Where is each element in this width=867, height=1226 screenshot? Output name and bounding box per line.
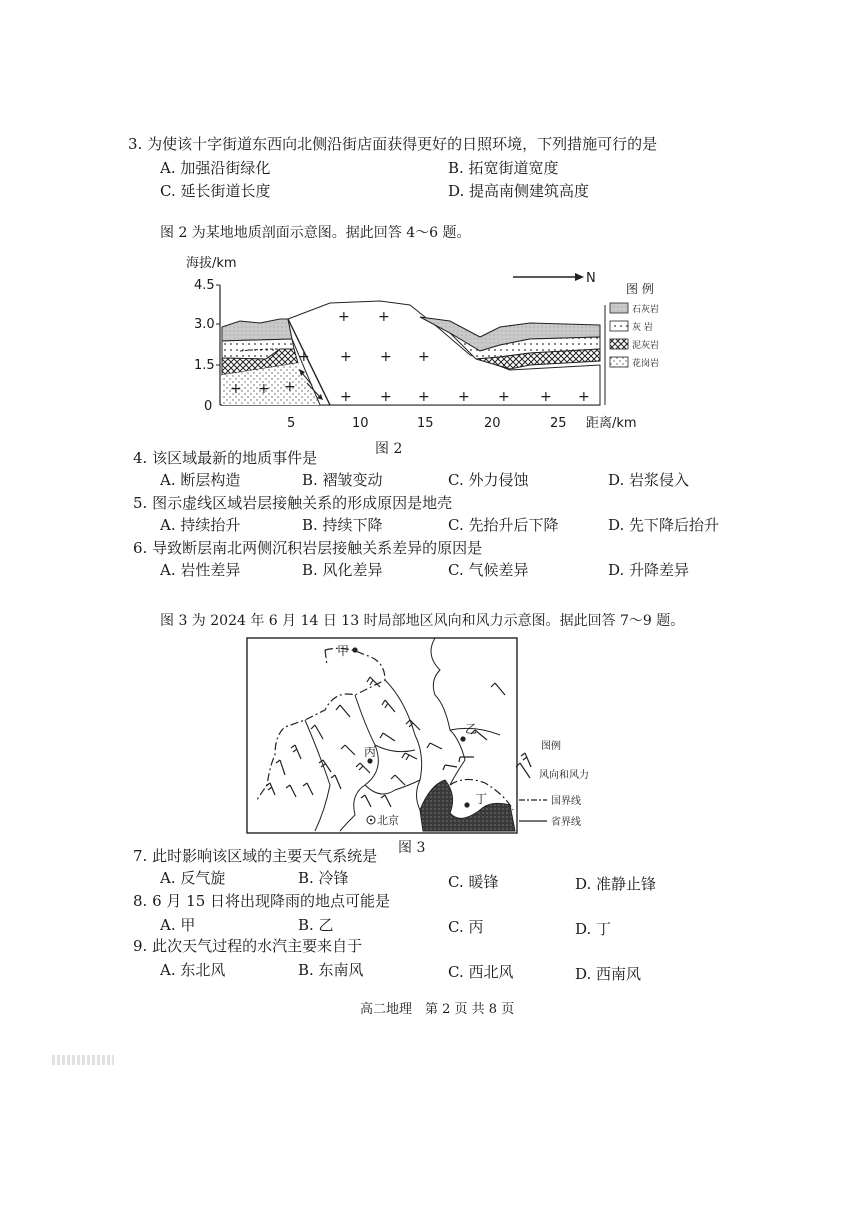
svg-text:+: + [378,309,390,325]
place-beijing: 北京 [377,814,399,827]
q4-option-b: B. 褶皱变动 [302,471,383,489]
place-jia-dot [352,647,357,652]
north-label: N [586,271,596,286]
page-footer: 高二地理 第 2 页 共 8 页 [360,1002,515,1017]
q4-option-d: D. 岩浆侵入 [608,471,690,489]
svg-text:+: + [230,381,242,397]
place-bing-dot [367,758,372,763]
q9-stem: 9. 此次天气过程的水汽主要来自于 [133,937,363,955]
q3-option-a: A. 加强沿街绿化 [160,159,271,177]
legend-province-border: 省界线 [551,817,581,828]
svg-text:+: + [498,389,510,405]
q5-option-d: D. 先下降后抬升 [608,516,720,534]
limestone-left [222,319,292,341]
x-tick-20: 20 [484,416,501,431]
q9-option-a: A. 东北风 [160,961,226,979]
q9-option-c: C. 西北风 [448,963,514,981]
svg-text:+: + [284,379,296,395]
q5-option-a: A. 持续抬升 [160,516,241,534]
x-axis-label: 距离/km [586,416,637,431]
figure3-caption: 图 3 [398,840,426,856]
svg-text:+: + [298,349,310,365]
legend-granite: 花岗岩 [632,359,660,369]
q6-stem: 6. 导致断层南北两侧沉积岩层接触关系差异的原因是 [133,539,483,557]
q6-option-d: D. 升降差异 [608,561,690,579]
place-yi-dot [460,736,465,741]
q8-option-d: D. 丁 [575,920,612,938]
q3-option-c: C. 延长街道长度 [160,182,271,200]
svg-text:+: + [418,389,430,405]
q8-option-a: A. 甲 [160,916,196,934]
place-bing: 丙 [364,745,377,759]
legend-title: 图 例 [626,282,654,296]
q8-option-c: C. 丙 [448,918,484,936]
svg-text:+: + [418,349,430,365]
svg-text:+: + [380,389,392,405]
x-tick-25: 25 [550,416,567,431]
place-yi: 乙 [465,722,478,736]
q4-option-a: A. 断层构造 [160,471,241,489]
q8-stem: 8. 6 月 15 日将出现降雨的地点可能是 [133,892,391,910]
legend-swatch-grey [610,321,628,331]
figure2-intro: 图 2 为某地地质剖面示意图。据此回答 4～6 题。 [160,225,471,241]
q7-option-c: C. 暖锋 [448,873,499,891]
figure3-intro: 图 3 为 2024 年 6 月 14 日 13 时局部地区风向和风力示意图。据此回答 7～9 题。 [160,613,685,629]
q3-option-b: B. 拓宽街道宽度 [448,159,559,177]
q9-option-d: D. 西南风 [575,965,642,983]
svg-text:+: + [338,309,350,325]
q5-stem: 5. 图示虚线区域岩层接触关系的形成原因是地壳 [133,494,453,512]
legend-swatch-limestone [610,303,628,313]
legend-grey-rock: 灰 岩 [632,323,653,333]
svg-text:+: + [578,389,590,405]
figure3-wind-map [245,635,615,845]
x-tick-10: 10 [352,416,369,431]
legend-wind: 风向和风力 [539,770,589,781]
y-axis-label: 海拔/km [186,256,237,271]
svg-text:+: + [340,389,352,405]
figure2-cross-section [180,245,660,460]
legend-limestone: 石灰岩 [632,305,660,315]
scan-smudge [52,1055,114,1065]
place-ding: 丁 [475,792,488,806]
x-tick-5: 5 [287,416,296,431]
q4-option-c: C. 外力侵蚀 [448,471,529,489]
legend-national-border: 国界线 [551,796,581,807]
q7-stem: 7. 此时影响该区域的主要天气系统是 [133,847,378,865]
legend-marl: 泥灰岩 [632,341,660,351]
place-jia: 甲 [337,644,350,658]
y-tick-1.5: 1.5 [194,358,215,373]
q7-option-d: D. 准静止锋 [575,875,657,893]
legend-swatch-marl [610,339,628,349]
q3-stem: 3. 为使该十字街道东西向北侧沿街店面获得更好的日照环境，下列措施可行的是 [128,135,658,153]
fig3-legend-title: 图例 [541,741,561,752]
svg-text:+: + [340,349,352,365]
figure2-caption: 图 2 [375,441,403,457]
q6-option-b: B. 风化差异 [302,561,383,579]
place-ding-dot [464,802,469,807]
y-tick-0: 0 [204,399,213,414]
q7-option-a: A. 反气旋 [160,869,226,887]
q5-option-c: C. 先抬升后下降 [448,516,559,534]
q5-option-b: B. 持续下降 [302,516,383,534]
svg-text:+: + [380,349,392,365]
q9-option-b: B. 东南风 [298,961,364,979]
q8-option-b: B. 乙 [298,916,334,934]
y-tick-3.0: 3.0 [194,317,215,332]
svg-text:+: + [540,389,552,405]
q6-option-c: C. 气候差异 [448,561,529,579]
svg-text:+: + [258,381,270,397]
svg-text:+: + [458,389,470,405]
q7-option-b: B. 冷锋 [298,869,349,887]
q6-option-a: A. 岩性差异 [160,561,241,579]
q4-stem: 4. 该区域最新的地质事件是 [133,449,318,467]
legend-swatch-granite [610,357,628,367]
x-tick-15: 15 [417,416,434,431]
q3-option-d: D. 提高南侧建筑高度 [448,182,590,200]
y-tick-4.5: 4.5 [194,278,215,293]
